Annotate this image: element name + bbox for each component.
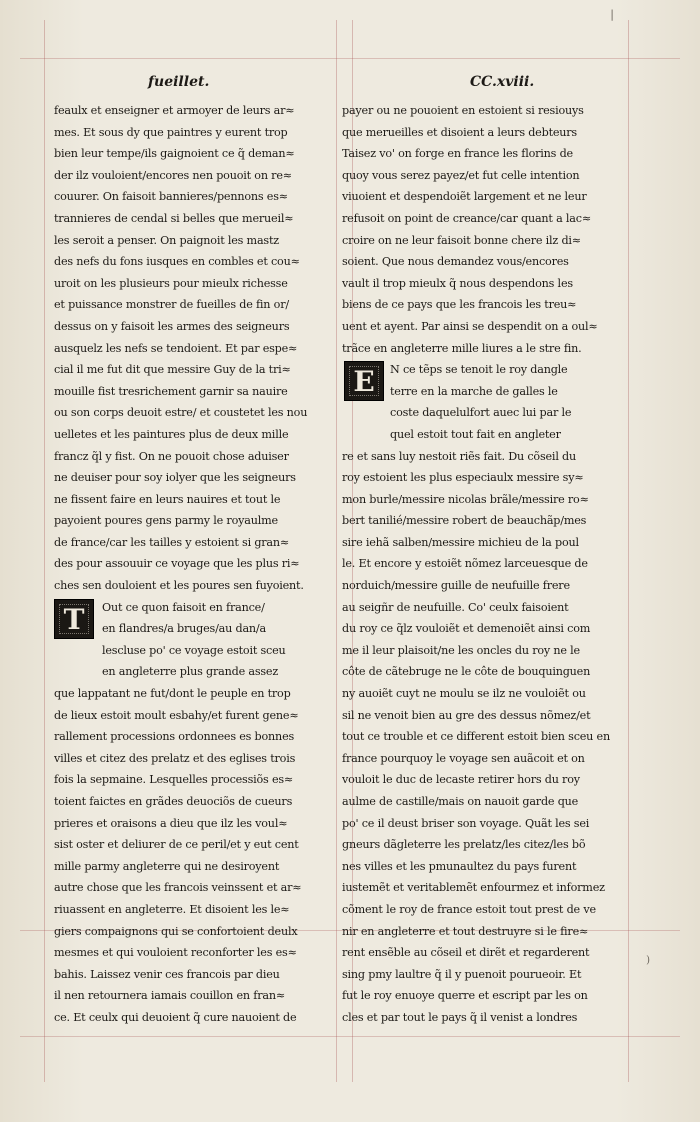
text-line: roy estoient les plus especiaulx messire sy≈: [342, 471, 584, 485]
left-column-lines-before-initial: [54, 100, 332, 597]
text-line: mille parmy angleterre qui ne desiroyent: [54, 859, 280, 873]
text-line: bien leur tempe/ils gaignoient ce q̃ deman≈: [54, 147, 295, 161]
text-line: toient faictes en grãdes deuociõs de cueurs: [54, 795, 293, 808]
left-initial-block: [54, 597, 332, 683]
text-line: iustemẽt et veritablemẽt enfourmez et informez: [342, 881, 605, 895]
text-line: trãce en angleterre mille liures a le stre fin.: [342, 341, 582, 355]
text-line: ches sen douloient et les poures sen fuyoient.: [54, 579, 304, 593]
text-line: mesmes et qui vouloient reconforter les es≈: [54, 946, 297, 960]
running-header-right: CC.xviii.: [470, 74, 535, 90]
text-line: que merueilles et disoient a leurs debteurs: [342, 125, 577, 139]
text-line: Taisez vo' on forge en france les florins de: [342, 147, 573, 161]
text-line: payoient poures gens parmy le royaulme: [54, 514, 278, 528]
ruling-line: [44, 20, 45, 1082]
text-line: ne deuiser pour soy iolyer que les seigneurs: [54, 471, 296, 485]
text-line: cõment le roy de france estoit tout prest de ve: [342, 902, 596, 916]
text-line: fut le roy enuoye querre et escript par les on: [342, 989, 588, 1003]
text-line: quel estoit tout fait en angleter: [390, 427, 561, 441]
text-line: autre chose que les francois veinssent et ar≈: [54, 881, 302, 895]
text-line: des pour assouuir ce voyage que les plus ri≈: [54, 557, 300, 571]
text-line: rent ensẽble au cõseil et dirẽt et regarderent: [342, 946, 590, 960]
text-line: coste daquelulfort auec lui par le: [390, 406, 572, 420]
text-line: villes et citez des prelatz et des eglises trois: [54, 751, 296, 765]
text-line: payer ou ne pouoient en estoient si resiouys: [342, 104, 584, 117]
left-text-column: [54, 100, 332, 1029]
text-line: cles et par tout le pays q̃ il venist a londres: [342, 1010, 578, 1024]
text-line: vouloit le duc de lecaste retirer hors du roy: [342, 773, 580, 787]
text-line: trannieres de cendal si belles que merueil≈: [54, 211, 294, 225]
text-line: sil ne venoit bien au gre des dessus nõmez/et: [342, 708, 591, 722]
text-line: gneurs dãgleterre les prelatz/les citez/les bõ: [342, 838, 586, 852]
text-line: sing pmy laultre q̃ il y puenoit pourueoir. Et: [342, 967, 582, 981]
text-line: riuassent en angleterre. Et disoient les le≈: [54, 902, 290, 916]
text-line: fois la sepmaine. Lesquelles processiõs es≈: [54, 773, 294, 787]
margin-mark: ): [646, 955, 650, 966]
text-line: en angleterre plus grande assez: [102, 665, 279, 679]
text-line: mon burle/messire nicolas brãle/messire ro≈: [342, 492, 589, 506]
text-line: au seigñr de neufuille. Co' ceulx faisoient: [342, 600, 569, 614]
text-line: po' ce il deust briser son voyage. Quãt les sei: [342, 816, 590, 830]
text-line: giers compaignons qui se confortoient deulx: [54, 924, 298, 938]
text-line: uelletes et les paintures plus de deux mille: [54, 427, 289, 441]
ruling-line: [20, 1036, 680, 1037]
decorated-initial: [54, 599, 94, 639]
text-line: uent et ayent. Par ainsi se despendit on a oul≈: [342, 319, 598, 333]
text-line: le. Et encore y estoiẽt nõmez larceuesque de: [342, 557, 588, 571]
text-line: quoy vous serez payez/et fut celle intention: [342, 168, 580, 182]
text-line: soient. Que nous demandez vous/encores: [342, 255, 569, 269]
text-line: N ce tẽps se tenoit le roy dangle: [390, 363, 568, 377]
text-line: du roy ce q̃lz vouloiẽt et demenoiẽt ainsi com: [342, 622, 591, 636]
running-header-left: fueillet.: [148, 74, 210, 90]
left-column-lines-after-initial: [54, 683, 332, 1029]
ruling-line: [628, 20, 629, 1082]
text-line: et puissance monstrer de fueilles de fin or/: [54, 298, 289, 312]
text-line: couurer. On faisoit bannieres/pennons es≈: [54, 190, 288, 204]
text-line: lescluse po' ce voyage estoit sceu: [102, 643, 286, 657]
text-line: norduich/messire guille de neufuille frere: [342, 579, 570, 593]
ruling-line: [336, 20, 337, 1082]
text-line: refusoit on point de creance/car quant a lac≈: [342, 211, 592, 225]
right-text-column: [342, 100, 620, 1029]
text-line: il nen retournera iamais couillon en fran≈: [54, 989, 286, 1003]
text-line: ne fissent faire en leurs nauires et tout le: [54, 492, 281, 506]
text-line: que lappatant ne fut/dont le peuple en trop: [54, 687, 291, 701]
text-line: ou son corps deuoit estre/ et coustetet les nou: [54, 406, 308, 420]
text-line: en flandres/a bruges/au dan/a: [102, 622, 266, 636]
text-line: ce. Et ceulx qui deuoient q̃ cure nauoient de: [54, 1010, 297, 1024]
text-line: de france/car les tailles y estoient si gran≈: [54, 535, 290, 549]
text-line: ny auoiẽt cuyt ne moulu se ilz ne vouloiẽt ou: [342, 687, 586, 701]
text-line: tout ce trouble et ce different estoit bien sceu en: [342, 730, 610, 744]
text-line: terre en la marche de galles le: [390, 384, 558, 398]
text-line: sist oster et deliurer de ce peril/et y eut cent: [54, 838, 299, 852]
text-line: sire iehã salben/messire michieu de la poul: [342, 535, 579, 549]
text-line: francz q̃l y fist. On ne pouoit chose aduiser: [54, 449, 289, 463]
text-line: vault il trop mieulx q̃ nous despendons les: [342, 276, 573, 290]
text-line: der ilz vouloient/encores nen pouoit on re≈: [54, 168, 292, 182]
text-line: rallement processions ordonnees es bonnes: [54, 730, 295, 744]
text-line: biens de ce pays que les francois les treu≈: [342, 298, 577, 312]
left-initial-lines: [54, 597, 332, 683]
text-line: Out ce quon faisoit en france/: [102, 600, 265, 614]
text-line: aulme de castille/mais on nauoit garde que: [342, 795, 579, 808]
text-line: nir en angleterre et tout destruyre si le fire≈: [342, 924, 589, 938]
right-initial-block: [342, 359, 620, 445]
text-line: cial il me fut dit que messire Guy de la tri≈: [54, 363, 291, 377]
text-line: uroit on les plusieurs pour mieulx richesse: [54, 276, 288, 290]
text-line: dessus on y faisoit les armes des seigneurs: [54, 319, 290, 333]
text-line: bahis. Laissez venir ces francois par dieu: [54, 967, 280, 981]
text-line: france pourquoy le voyage sen auãcoit et on: [342, 751, 585, 765]
text-line: côte de cãtebruge ne le côte de bouquinguen: [342, 665, 591, 679]
text-line: bert tanilié/messire robert de beauchãp/mes: [342, 514, 587, 528]
text-line: feaulx et enseigner et armoyer de leurs ar≈: [54, 104, 295, 117]
right-column-lines-before-initial: [342, 100, 620, 359]
text-line: re et sans luy nestoit riẽs fait. Du cõseil du: [342, 449, 577, 463]
ruling-line: [20, 58, 680, 59]
initial-letter: E: [353, 365, 375, 399]
text-line: des nefs du fons iusques en combles et cou≈: [54, 255, 300, 269]
text-line: de lieux estoit moult esbahy/et furent gene≈: [54, 708, 299, 722]
text-line: ausquelz les nefs se tendoient. Et par espe≈: [54, 341, 298, 355]
text-line: croire on ne leur faisoit bonne chere ilz di≈: [342, 233, 581, 247]
decorated-initial: [344, 361, 384, 401]
text-line: me il leur plaisoit/ne les oncles du roy ne le: [342, 643, 580, 657]
text-line: les seroit a penser. On paignoit les mastz: [54, 233, 279, 247]
text-line: viuoient et despendoiẽt largement et ne leur: [342, 190, 587, 204]
initial-letter: T: [63, 602, 85, 636]
right-column-lines-after-initial: [342, 446, 620, 1029]
folio-mark: |: [610, 8, 614, 21]
text-line: prieres et oraisons a dieu que ilz les voul≈: [54, 816, 288, 830]
text-line: nes villes et les pmunaultez du pays furent: [342, 859, 577, 873]
text-line: mouille fist tresrichement garnir sa nauire: [54, 384, 288, 398]
text-line: mes. Et sous dy que paintres y eurent trop: [54, 125, 288, 139]
